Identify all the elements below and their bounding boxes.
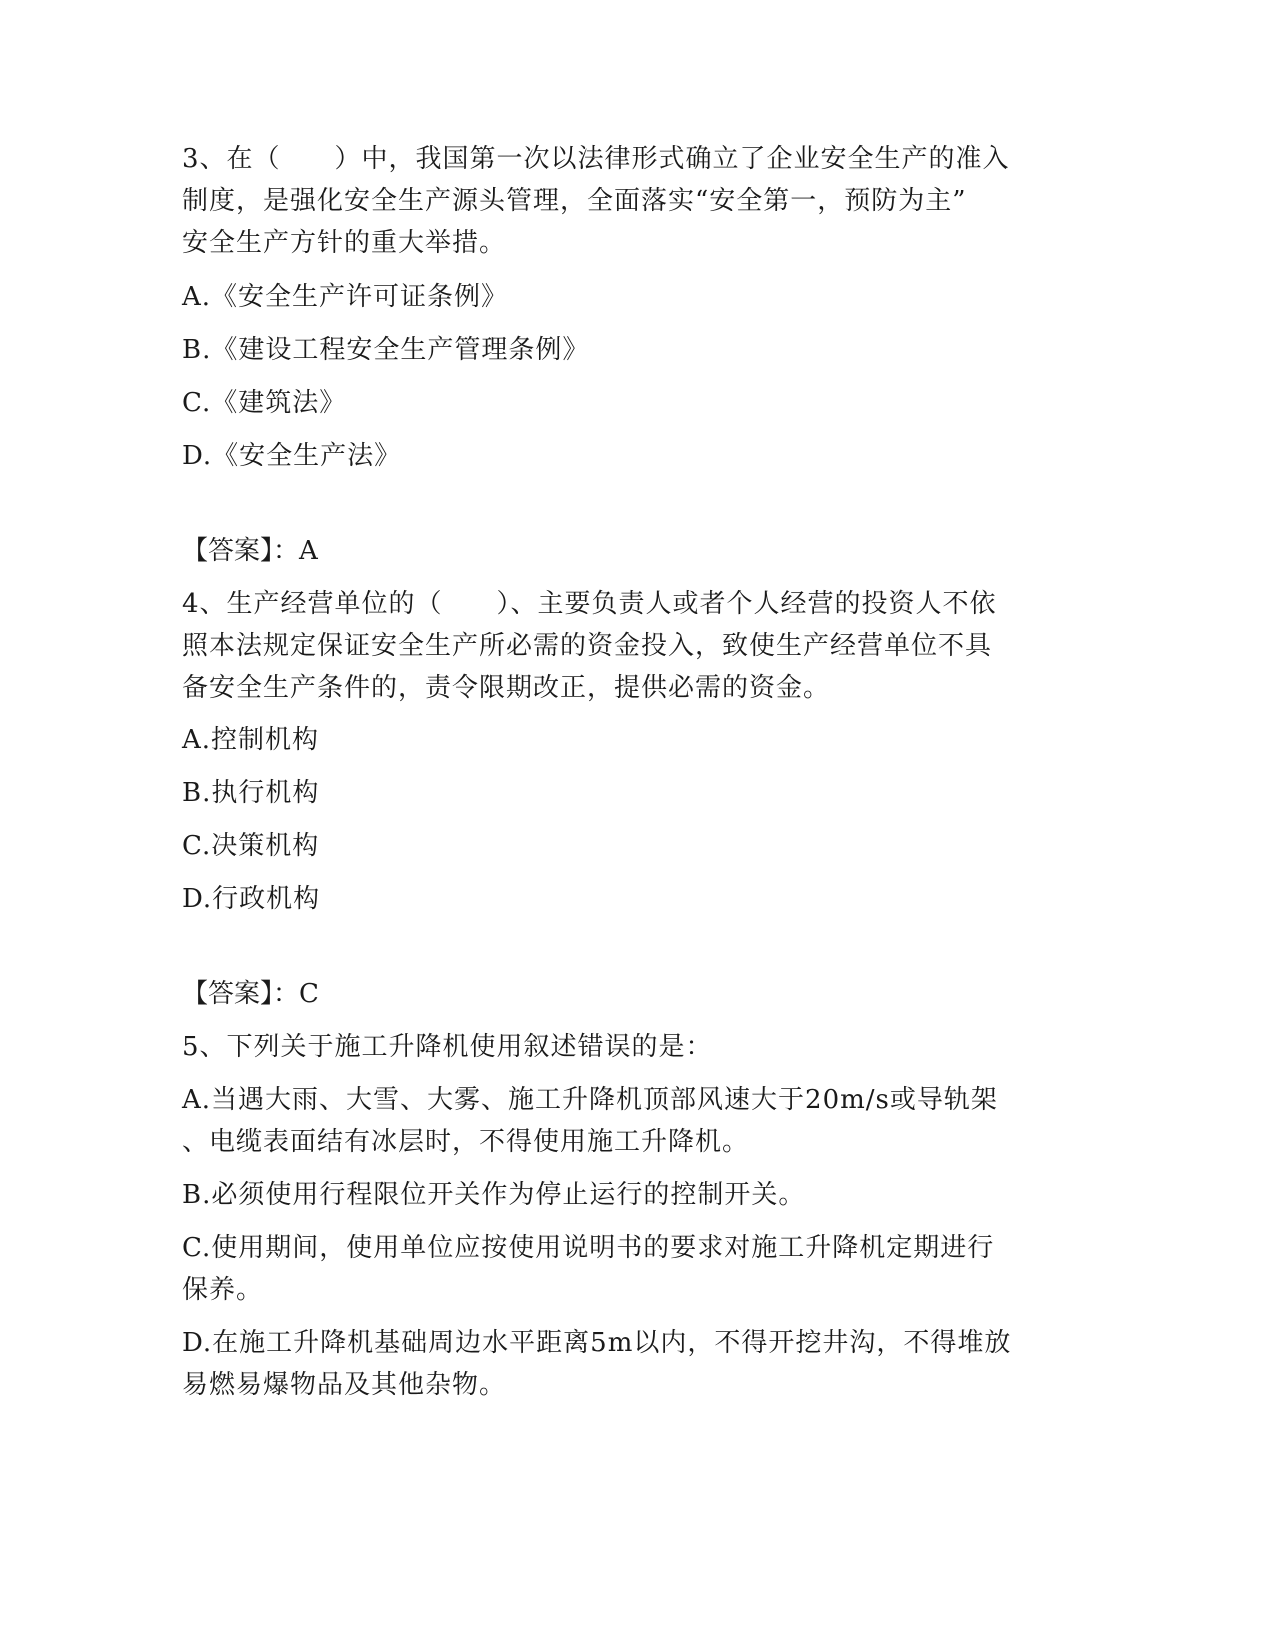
answer-text: 【答案】：A — [182, 536, 318, 566]
option-c — [182, 825, 1062, 867]
option-b — [182, 772, 1062, 814]
stem-line: 4、生产经营单位的（ ）、主要负责人或者个人经营的投资人不依 — [182, 589, 997, 619]
option-c — [182, 382, 1062, 424]
option-text: A.当遇大雨、大雪、大雾、施工升降机顶部风速大于20m/s或导轨架 — [182, 1085, 998, 1115]
option-text: B.必须使用行程限位开关作为停止运行的控制开关。 — [182, 1180, 806, 1210]
option-a — [182, 719, 1062, 761]
stem-line: 照本法规定保证安全生产所必需的资金投入，致使生产经营单位不具 — [182, 631, 993, 661]
question-3-stem — [182, 138, 1062, 264]
option-text: A.《安全生产许可证条例》 — [182, 282, 509, 312]
option-a — [182, 276, 1062, 318]
answer-line — [182, 530, 1062, 572]
option-text: D.行政机构 — [182, 884, 321, 914]
option-text: C.决策机构 — [182, 831, 320, 861]
stem-line: 安全生产方针的重大举措。 — [182, 228, 507, 258]
option-b — [182, 329, 1062, 371]
stem-line: 备安全生产条件的，责令限期改正，提供必需的资金。 — [182, 673, 831, 703]
option-d — [182, 878, 1062, 920]
stem-line: 5、下列关于施工升降机使用叙述错误的是： — [182, 1032, 713, 1062]
stem-line: 制度，是强化安全生产源头管理，全面落实“安全第一，预防为主” — [182, 186, 967, 216]
stem-line: 3、在（ ）中，我国第一次以法律形式确立了企业安全生产的准入 — [182, 144, 1010, 174]
option-text: C.使用期间，使用单位应按使用说明书的要求对施工升降机定期进行 — [182, 1233, 995, 1263]
option-text: D.在施工升降机基础周边水平距离5m以内，不得开挖井沟，不得堆放 — [182, 1328, 1012, 1358]
option-text: B.《建设工程安全生产管理条例》 — [182, 335, 590, 365]
option-text: C.《建筑法》 — [182, 388, 347, 418]
option-a — [182, 1079, 1062, 1163]
option-c — [182, 1227, 1062, 1311]
question-5-stem — [182, 1026, 1062, 1068]
option-b — [182, 1174, 1062, 1216]
option-text: A.控制机构 — [182, 725, 320, 755]
option-text: 保养。 — [182, 1275, 264, 1305]
option-text: D.《安全生产法》 — [182, 441, 402, 471]
answer-line — [182, 973, 1062, 1015]
question-4-stem — [182, 583, 1062, 709]
option-d — [182, 435, 1062, 477]
option-d — [182, 1322, 1062, 1406]
option-text: B.执行机构 — [182, 778, 320, 808]
answer-text: 【答案】：C — [182, 979, 319, 1009]
option-text: 易燃易爆物品及其他杂物。 — [182, 1370, 507, 1400]
option-text: 、电缆表面结有冰层时，不得使用施工升降机。 — [182, 1127, 750, 1157]
